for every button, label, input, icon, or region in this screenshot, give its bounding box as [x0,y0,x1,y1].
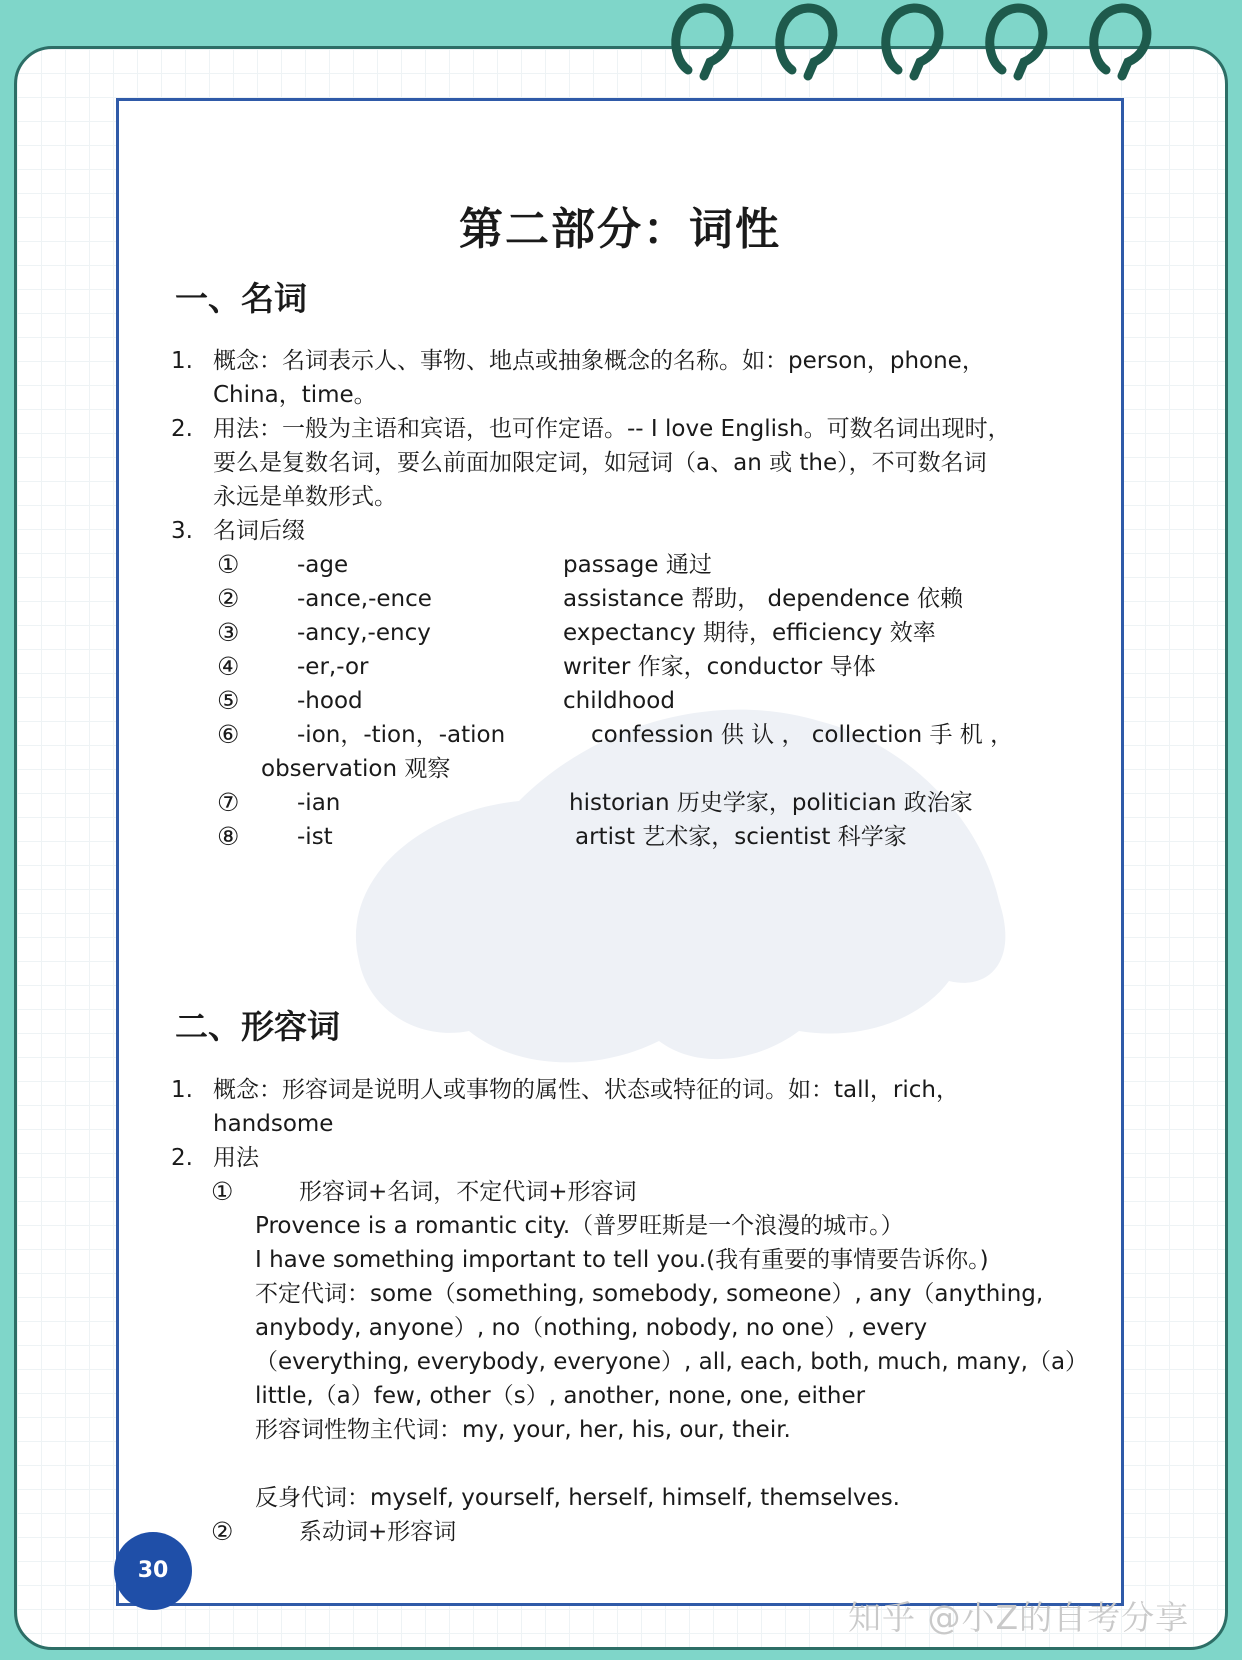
adjective-definition-line: 概念：形容词是说明人或事物的属性、状态或特征的词。如：tall，rich， [213,1077,959,1103]
item-number: 2. [171,416,193,442]
circled-number: ① [211,1177,234,1206]
suffix-example: childhood [563,688,675,714]
page-number-badge: 30 [114,1532,192,1610]
binder-ring-icon [978,0,1054,92]
suffix-example: assistance 帮助， dependence 依赖 [563,586,964,612]
noun-usage-line: 永远是单数形式。 [213,484,397,510]
suffix-example: passage 通过 [563,552,712,578]
item-number: 2. [171,1145,193,1171]
suffix-example: confession 供 认 ， collection 手 机 ， [591,722,1014,748]
item-number: 1. [171,1077,193,1103]
circled-number: ⑤ [217,686,240,715]
usage-example-line: 不定代词：some（something, somebody, someone）, any（anything, [255,1281,1044,1307]
usage-example-line: anybody, anyone）, no（nothing, nobody, no one）, every [255,1315,928,1341]
suffix-example: historian 历史学家，politician 政治家 [569,790,973,816]
usage-example-line: 形容词性物主代词：my, your, her, his, our, their. [255,1417,791,1443]
section-heading-adjective: 二、形容词 [175,1007,340,1046]
page-title: 第二部分：词性 [459,204,781,255]
suffix-example: expectancy 期待，efficiency 效率 [563,620,936,646]
binder-ring-icon [1082,0,1158,92]
suffix-example: writer 作家，conductor 导体 [563,654,876,680]
noun-usage-line: 要么是复数名词，要么前面加限定词，如冠词（a、an 或 the），不可数名词 [213,450,987,476]
usage-example-line: little,（a）few, other（s）, another, none, one, either [255,1383,866,1409]
usage-rule: 系动词+形容词 [299,1519,457,1545]
suffix: -hood [297,688,363,714]
adjective-definition-line: handsome [213,1111,334,1137]
suffix-example: artist 艺术家，scientist 科学家 [575,824,907,850]
suffix: -ion，-tion，-ation [297,722,506,748]
watermark: 知乎 @小Z的自考分享 [848,1598,1190,1637]
noun-suffix-heading: 名词后缀 [213,518,305,544]
suffix: -ance,-ence [297,586,432,612]
circled-number: ⑦ [217,788,240,817]
circled-number: ② [211,1517,234,1546]
item-number: 3. [171,518,193,544]
usage-rule: 形容词+名词，不定代词+形容词 [299,1179,637,1205]
circled-number: ④ [217,652,240,681]
suffix: -age [297,552,349,578]
usage-example-line: （everything, everybody, everyone）, all, each, both, much, many,（a） [255,1349,1089,1375]
circled-number: ① [217,550,240,579]
circled-number: ③ [217,618,240,647]
document-page [116,98,1124,1606]
suffix: -ian [297,790,341,816]
suffix-example-cont: observation 观察 [261,756,451,782]
binder-ring-icon [768,0,844,92]
usage-example-line: Provence is a romantic city.（普罗旺斯是一个浪漫的城市。） [255,1213,904,1239]
adjective-usage-heading: 用法 [213,1145,259,1171]
suffix: -er,-or [297,654,369,680]
usage-example-line: 反身代词：myself, yourself, herself, himself, themselves. [255,1485,900,1511]
circled-number: ⑧ [217,822,240,851]
section-heading-noun: 一、名词 [175,279,307,318]
item-number: 1. [171,348,193,374]
noun-definition-line: China，time。 [213,382,377,408]
circled-number: ② [217,584,240,613]
binder-ring-icon [874,0,950,92]
noun-usage-line: 用法：一般为主语和宾语，也可作定语。-- I love English。可数名词出现时， [213,416,1011,442]
noun-definition-line: 概念：名词表示人、事物、地点或抽象概念的名称。如：person，phone， [213,348,985,374]
circled-number: ⑥ [217,720,240,749]
suffix: -ancy,-ency [297,620,431,646]
usage-example-line: I have something important to tell you.(我有重要的事情要告诉你。) [255,1247,989,1273]
binder-ring-icon [664,0,740,92]
suffix: -ist [297,824,333,850]
